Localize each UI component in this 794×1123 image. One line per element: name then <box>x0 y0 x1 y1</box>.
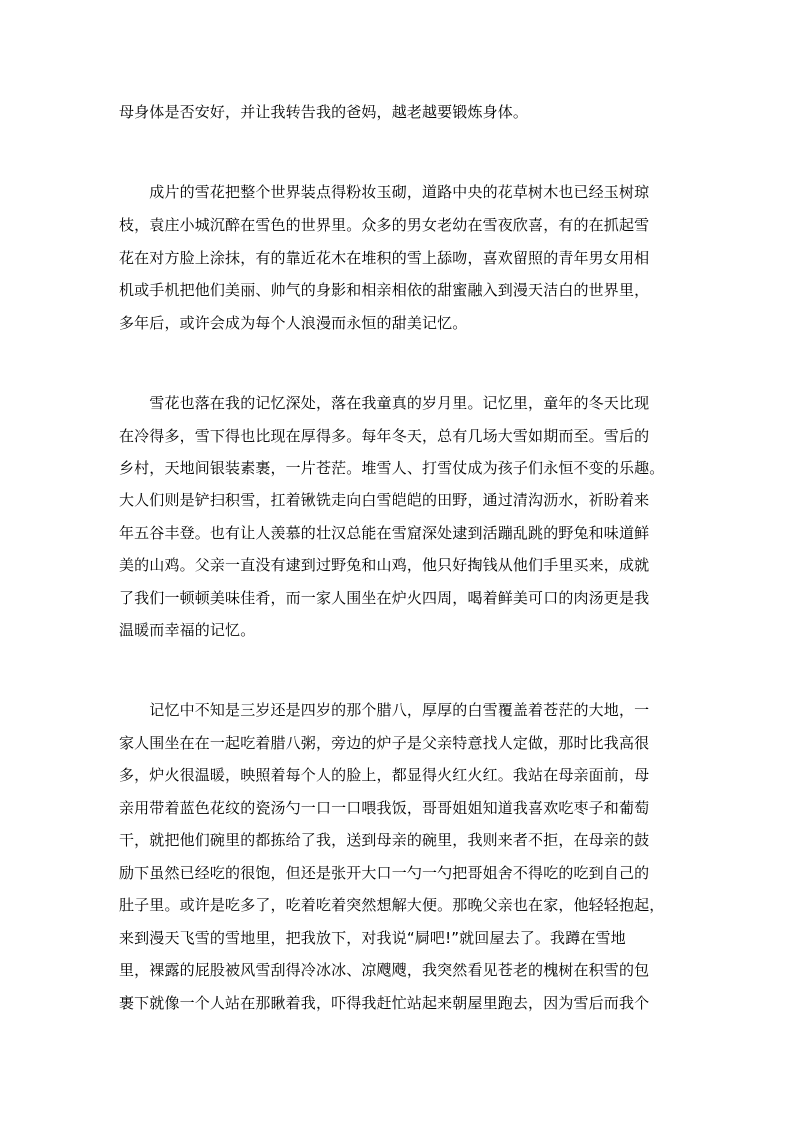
text-line: 乡村，天地间银装素裹，一片苍茫。堆雪人、打雪仗成为孩子们永恒不变的乐趣。 <box>119 459 665 477</box>
text-line: 母身体是否安好，并让我转告我的爸妈，越老越要锻炼身体。 <box>119 103 529 121</box>
text-line: 花在对方脸上涂抹，有的靠近花木在堆积的雪上舔吻，喜欢留照的青年男女用相 <box>119 249 650 267</box>
text-line: 肚子里。或许是吃多了，吃着吃着突然想解大便。那晚父亲也在家，他轻轻抱起， <box>119 896 665 914</box>
text-line: 温暖而幸福的记忆。 <box>119 621 256 639</box>
text-line: 记忆中不知是三岁还是四岁的那个腊八，厚厚的白雪覆盖着苍茫的大地，一 <box>119 701 650 719</box>
text-line: 在冷得多，雪下得也比现在厚得多。每年冬天，总有几场大雪如期而至。雪后的 <box>119 427 650 445</box>
text-line: 美的山鸡。父亲一直没有逮到过野兔和山鸡，他只好掏钱从他们手里买来，成就 <box>119 556 650 574</box>
text-line: 来到漫天飞雪的雪地里，把我放下，对我说“屙吧!”就回屋去了。我蹲在雪地 <box>119 929 626 947</box>
text-line: 年五谷丰登。也有让人羡慕的壮汉总能在雪窟深处逮到活蹦乱跳的野兔和味道鲜 <box>119 524 650 542</box>
text-line: 励下虽然已经吃的很饱，但还是张开大口一勺一勺把哥姐舍不得吃的吃到自己的 <box>119 864 650 882</box>
text-line: 亲用带着蓝色花纹的瓷汤勺一口一口喂我饭，哥哥姐姐知道我喜欢吃枣子和葡萄 <box>119 799 650 817</box>
text-line: 枝，袁庄小城沉醉在雪色的世界里。众多的男女老幼在雪夜欣喜，有的在抓起雪 <box>119 216 650 234</box>
text-line: 里，裸露的屁股被风雪刮得冷冰冰、凉飕飕，我突然看见苍老的槐树在积雪的包 <box>119 961 650 979</box>
text-line: 多，炉火很温暖，映照着每个人的脸上，都显得火红火红。我站在母亲面前，母 <box>119 766 650 784</box>
text-line: 机或手机把他们美丽、帅气的身影和相亲相依的甜蜜融入到漫天洁白的世界里， <box>119 281 650 299</box>
text-line: 大人们则是铲扫积雪，扛着锹铣走向白雪皑皑的田野，通过清沟沥水，祈盼着来 <box>119 491 650 509</box>
text-line: 多年后，或许会成为每个人浪漫而永恒的甜美记忆。 <box>119 314 468 332</box>
text-line: 家人围坐在在一起吃着腊八粥，旁边的炉子是父亲特意找人定做，那时比我高很 <box>119 734 650 752</box>
text-line: 干，就把他们碗里的都拣给了我，送到母亲的碗里，我则来者不拒，在母亲的鼓 <box>119 831 650 849</box>
text-line: 雪花也落在我的记忆深处，落在我童真的岁月里。记忆里，童年的冬天比现 <box>119 394 650 412</box>
text-line: 成片的雪花把整个世界装点得粉妆玉砌，道路中央的花草树木也已经玉树琼 <box>119 183 650 201</box>
text-line: 裹下就像一个人站在那瞅着我，吓得我赶忙站起来朝屋里跑去，因为雪后而我个 <box>119 994 650 1012</box>
text-line: 了我们一顿顿美味佳肴，而一家人围坐在炉火四周，喝着鲜美可口的肉汤更是我 <box>119 589 650 607</box>
